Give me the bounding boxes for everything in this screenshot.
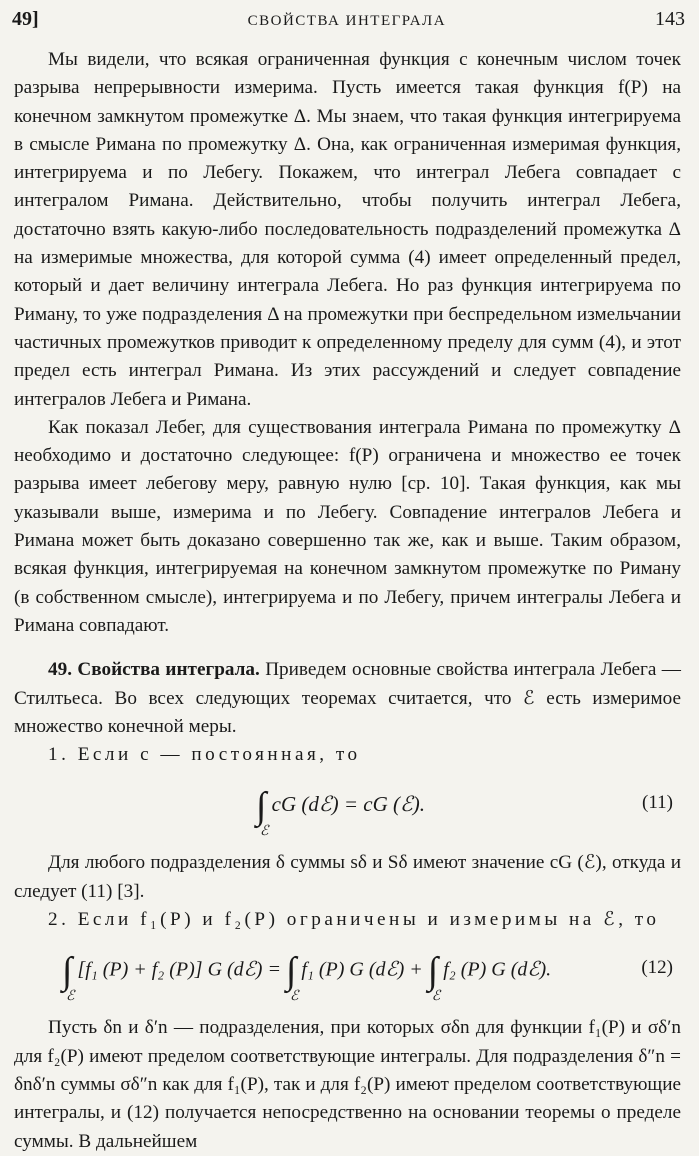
integral-sign: ∫ ℰ (62, 950, 75, 1005)
paragraph-proof-11: Для любого подразделения δ суммы sδ и Sδ имеют значение cG (ℰ), откуда и следует (11) [3]. (14, 852, 681, 902)
section-intro: Приведем основные свойства интеграла Лебега — Стилтьеса. Во всех следующих теоремах считается, что ℰ есть измеримое множество конечной меры. (14, 659, 681, 737)
section-number: 49] (12, 8, 39, 30)
formula-12-number: (12) (641, 957, 673, 979)
formula-12-lhs: [f₁ (P) + f₂ (P)] G (dℰ) = (77, 958, 281, 981)
page-number: 143 (655, 8, 685, 30)
section-title: 49. Свойства интеграла. (48, 659, 260, 681)
formula-12-rhs-2: f₂ (P) G (dℰ). (443, 958, 552, 981)
formula-11 (14, 769, 681, 849)
formula-11-number: (11) (642, 792, 673, 814)
integral-sign: ∫ ℰ (427, 950, 441, 1005)
formula-12 (14, 934, 681, 1014)
paragraph-riemann-lebesgue: Мы видели, что всякая ограниченная функция с конечным числом точек разрыва непрерывности измерима. Пусть имеется такая функция f(P) на конечном замкнутом промежутке Δ. Мы знаем, что такая функция интегрируема в смысле Римана по промежутку Δ. Она, как ограниченная измеримая функция, интегрируема и по Лебегу. Покажем, что интеграл Лебега совпадает с интегралом Римана. Действительно, чтобы получить интеграл Лебега, достаточно взять какую-либо последовательность подразделений промежутка Δ на измеримые множества, для которой сумма (4) имеет определенный предел, который и дает величину интеграла Лебега. Но раз функция интегрируема по Риману, то уже подразделения Δ на промежутки при беспредельном измельчании частичных промежутков приводит к определенному пределу для сумм (4), и этот предел есть интеграл Римана. Из этих рассуждений и следует совпадение интегралов Лебега и Римана. (14, 49, 681, 410)
property-1: 1. Если c — постоянная, то (48, 744, 361, 766)
page-header (12, 8, 685, 31)
paragraph-proof-12: Пусть δn и δ′n — подразделения, при которых σδn для функции f₁(P) и σδ′n для f₂(P) имеют пределом соответствующие интегралы. Для подразделения δ″n = δnδ′n суммы σδ″n как для f₁(P), так и для f₂(P) имеют пределом соответствующие интегралы, и (12) получается непосредственно на основании теоремы о пределе суммы. В дальнейшем (14, 1017, 681, 1152)
property-2: 2. Если f₁(P) и f₂(P) ограничены и измеримы на ℰ, то (48, 909, 660, 931)
integral-sign: ∫ ℰ (285, 950, 299, 1005)
page-body (14, 46, 681, 1156)
formula-11-expression: cG (dℰ) = cG (ℰ). (271, 792, 425, 817)
formula-12-rhs-1: f₁ (P) G (dℰ) + (301, 958, 423, 981)
paragraph-section-49 (14, 656, 681, 741)
integral-domain: ℰ (260, 824, 269, 840)
paragraph-lebesgue-criterion: Как показал Лебег, для существования интеграла Римана по промежутку Δ необходимо и достаточно следующее: f(P) ограничена и множество ее точек разрыва имеет лебегову меру, равную нулю [ср. 10]. Такая функция, как мы указывали выше, измерима и по Лебегу. Совпадение интегралов Лебега и Римана может быть доказано совершенно так же, как и выше. Таким образом, всякая функция, интегрируемая на конечном замкнутом промежутке по Риману (в собственном смысле), интегрируема и по Лебегу, причем интегралы Лебега и Римана совпадают. (14, 416, 681, 636)
integral-sign: ∫ ℰ (256, 785, 269, 840)
running-title: СВОЙСТВА ИНТЕГРАЛА (247, 13, 447, 29)
